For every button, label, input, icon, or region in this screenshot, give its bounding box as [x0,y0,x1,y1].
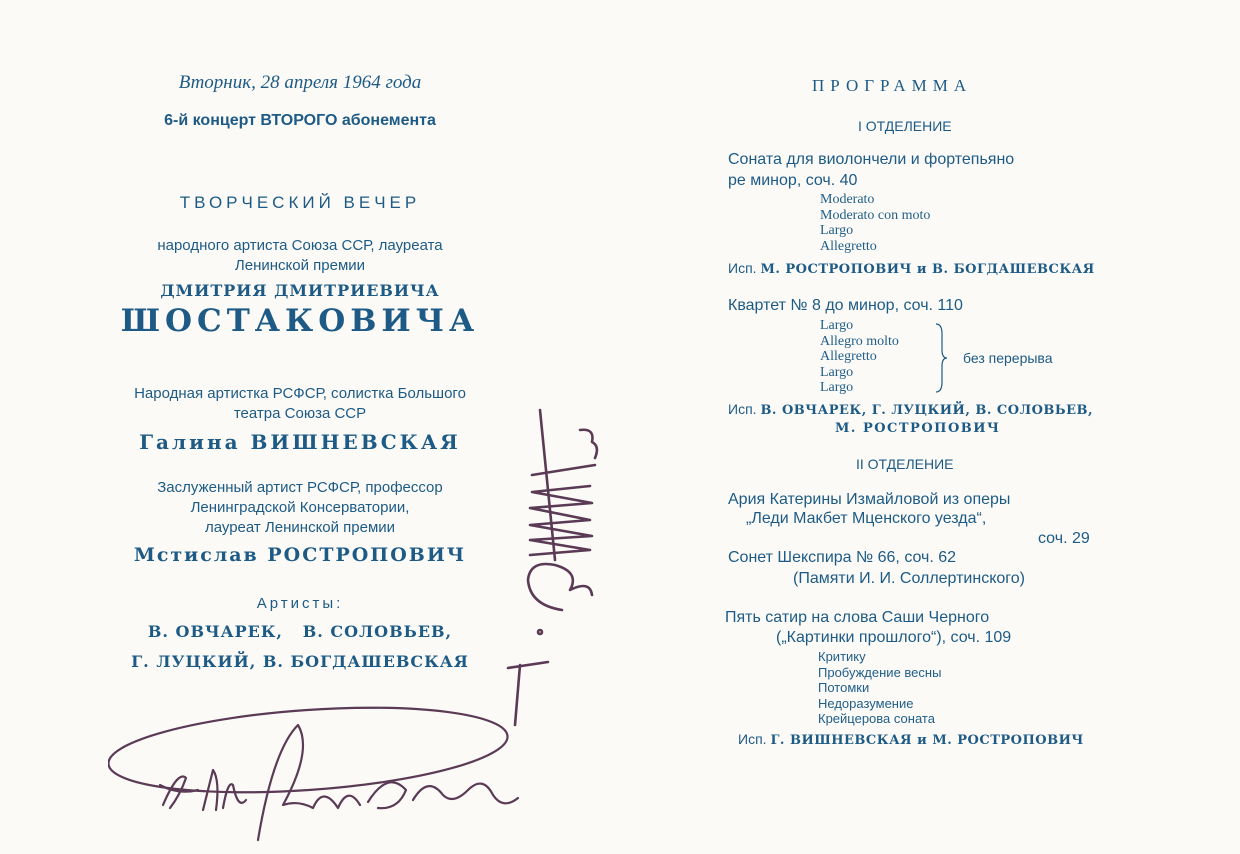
composer-title-line2: Ленинской премии [234,257,366,274]
sonata-movement: Allegretto [820,238,877,254]
quartet-performers [728,401,1093,418]
sonata-performers [728,260,1095,277]
sonata-movement: Moderato con moto [820,207,931,223]
singer-title-line2: театра Союза ССР [233,405,367,422]
satires-movement: Критику [818,649,866,664]
sonata-movement: Moderato [820,192,875,207]
quartet-note: без перерыва [963,350,1053,366]
artists-line1: В. ОВЧАРЕК, В. СОЛОВЬЕВ, [147,622,453,641]
quartet-movement: Allegretto [820,349,877,364]
singer-name: Галина ВИШНЕВСКАЯ [139,430,461,454]
part1-heading: I ОТДЕЛЕНИЕ [858,118,952,134]
quartet-movement: Largo [820,380,854,395]
satires-movements [818,649,941,727]
left-page [0,0,600,854]
sonata-title-line2: ре минор, соч. 40 [728,172,858,189]
sonata-title-line1: Соната для виолончели и фортепьяно [728,151,1015,168]
composer-last-name: ШОСТАКОВИЧА [120,303,480,339]
quartet-title: Квартет № 8 до минор, соч. 110 [728,297,963,314]
right-page [640,0,1240,854]
satires-performers [738,731,1084,748]
sonata-movements [820,192,930,254]
aria-line2: „Леди Макбет Мценского уезда“, [746,510,987,527]
cellist-title-line3: лауреат Ленинской премии [204,519,396,536]
performers-prefix: Исп. [728,260,757,276]
aria-line3: соч. 29 [1038,530,1090,547]
quartet-performers-line2: М. РОСТРОПОВИЧ [835,421,1001,436]
satires-line2: („Картинки прошлого“), соч. 109 [776,629,1012,646]
cellist-title-line2: Ленинградской Консерватории, [190,499,410,516]
brace-icon [934,322,948,394]
aria-line1: Ария Катерины Измайловой из оперы [728,491,1011,508]
concert-series: 6-й концерт ВТОРОГО абонемента [164,112,436,129]
performers-names: М. РОСТРОПОВИЧ и В. БОГДАШЕВСКАЯ [760,262,1095,277]
quartet-movement: Largo [820,318,854,333]
concert-date: Вторник, 28 апреля 1964 года [178,72,422,93]
singer-title-line1: Народная артистка РСФСР, солистка Большого [134,385,466,402]
part2-heading: II ОТДЕЛЕНИЕ [856,456,954,472]
artists-line2: Г. ЛУЦКИЙ, В. БОГДАШЕВСКАЯ [131,652,469,671]
performers-prefix: Исп. [728,401,757,417]
composer-title-line1: народного артиста Союза ССР, лауреата [157,237,443,254]
performers-prefix: Исп. [738,731,767,747]
satires-movement: Крейцерова соната [818,711,935,726]
satires-movement: Потомки [818,680,870,695]
sonnet-line1: Сонет Шекспира № 66, соч. 62 [728,549,957,566]
quartet-movement: Largo [820,364,854,380]
program-heading: ПРОГРАММА [812,76,973,95]
performers-names: В. ОВЧАРЕК, Г. ЛУЦКИЙ, В. СОЛОВЬЕВ, [760,403,1094,418]
artists-label: Артисты: [256,595,344,612]
sonata-movement: Largo [820,223,854,238]
composer-first-name: ДМИТРИЯ ДМИТРИЕВИЧА [160,281,440,300]
evening-title: ТВОРЧЕСКИЙ ВЕЧЕР [179,193,421,212]
performers-names: Г. ВИШНЕВСКАЯ и М. РОСТРОПОВИЧ [770,733,1084,748]
quartet-movement: Allegro molto [820,333,899,349]
satires-movement: Пробуждение весны [818,664,942,680]
cellist-name: Мстислав РОСТРОПОВИЧ [133,544,467,566]
sonnet-line2: (Памяти И. И. Соллертинского) [793,570,1025,587]
cellist-title-line1: Заслуженный артист РСФСР, профессор [157,479,443,496]
satires-movement: Недоразумение [818,695,914,711]
quartet-movements [820,318,899,396]
satires-line1: Пять сатир на слова Саши Черного [725,609,990,626]
